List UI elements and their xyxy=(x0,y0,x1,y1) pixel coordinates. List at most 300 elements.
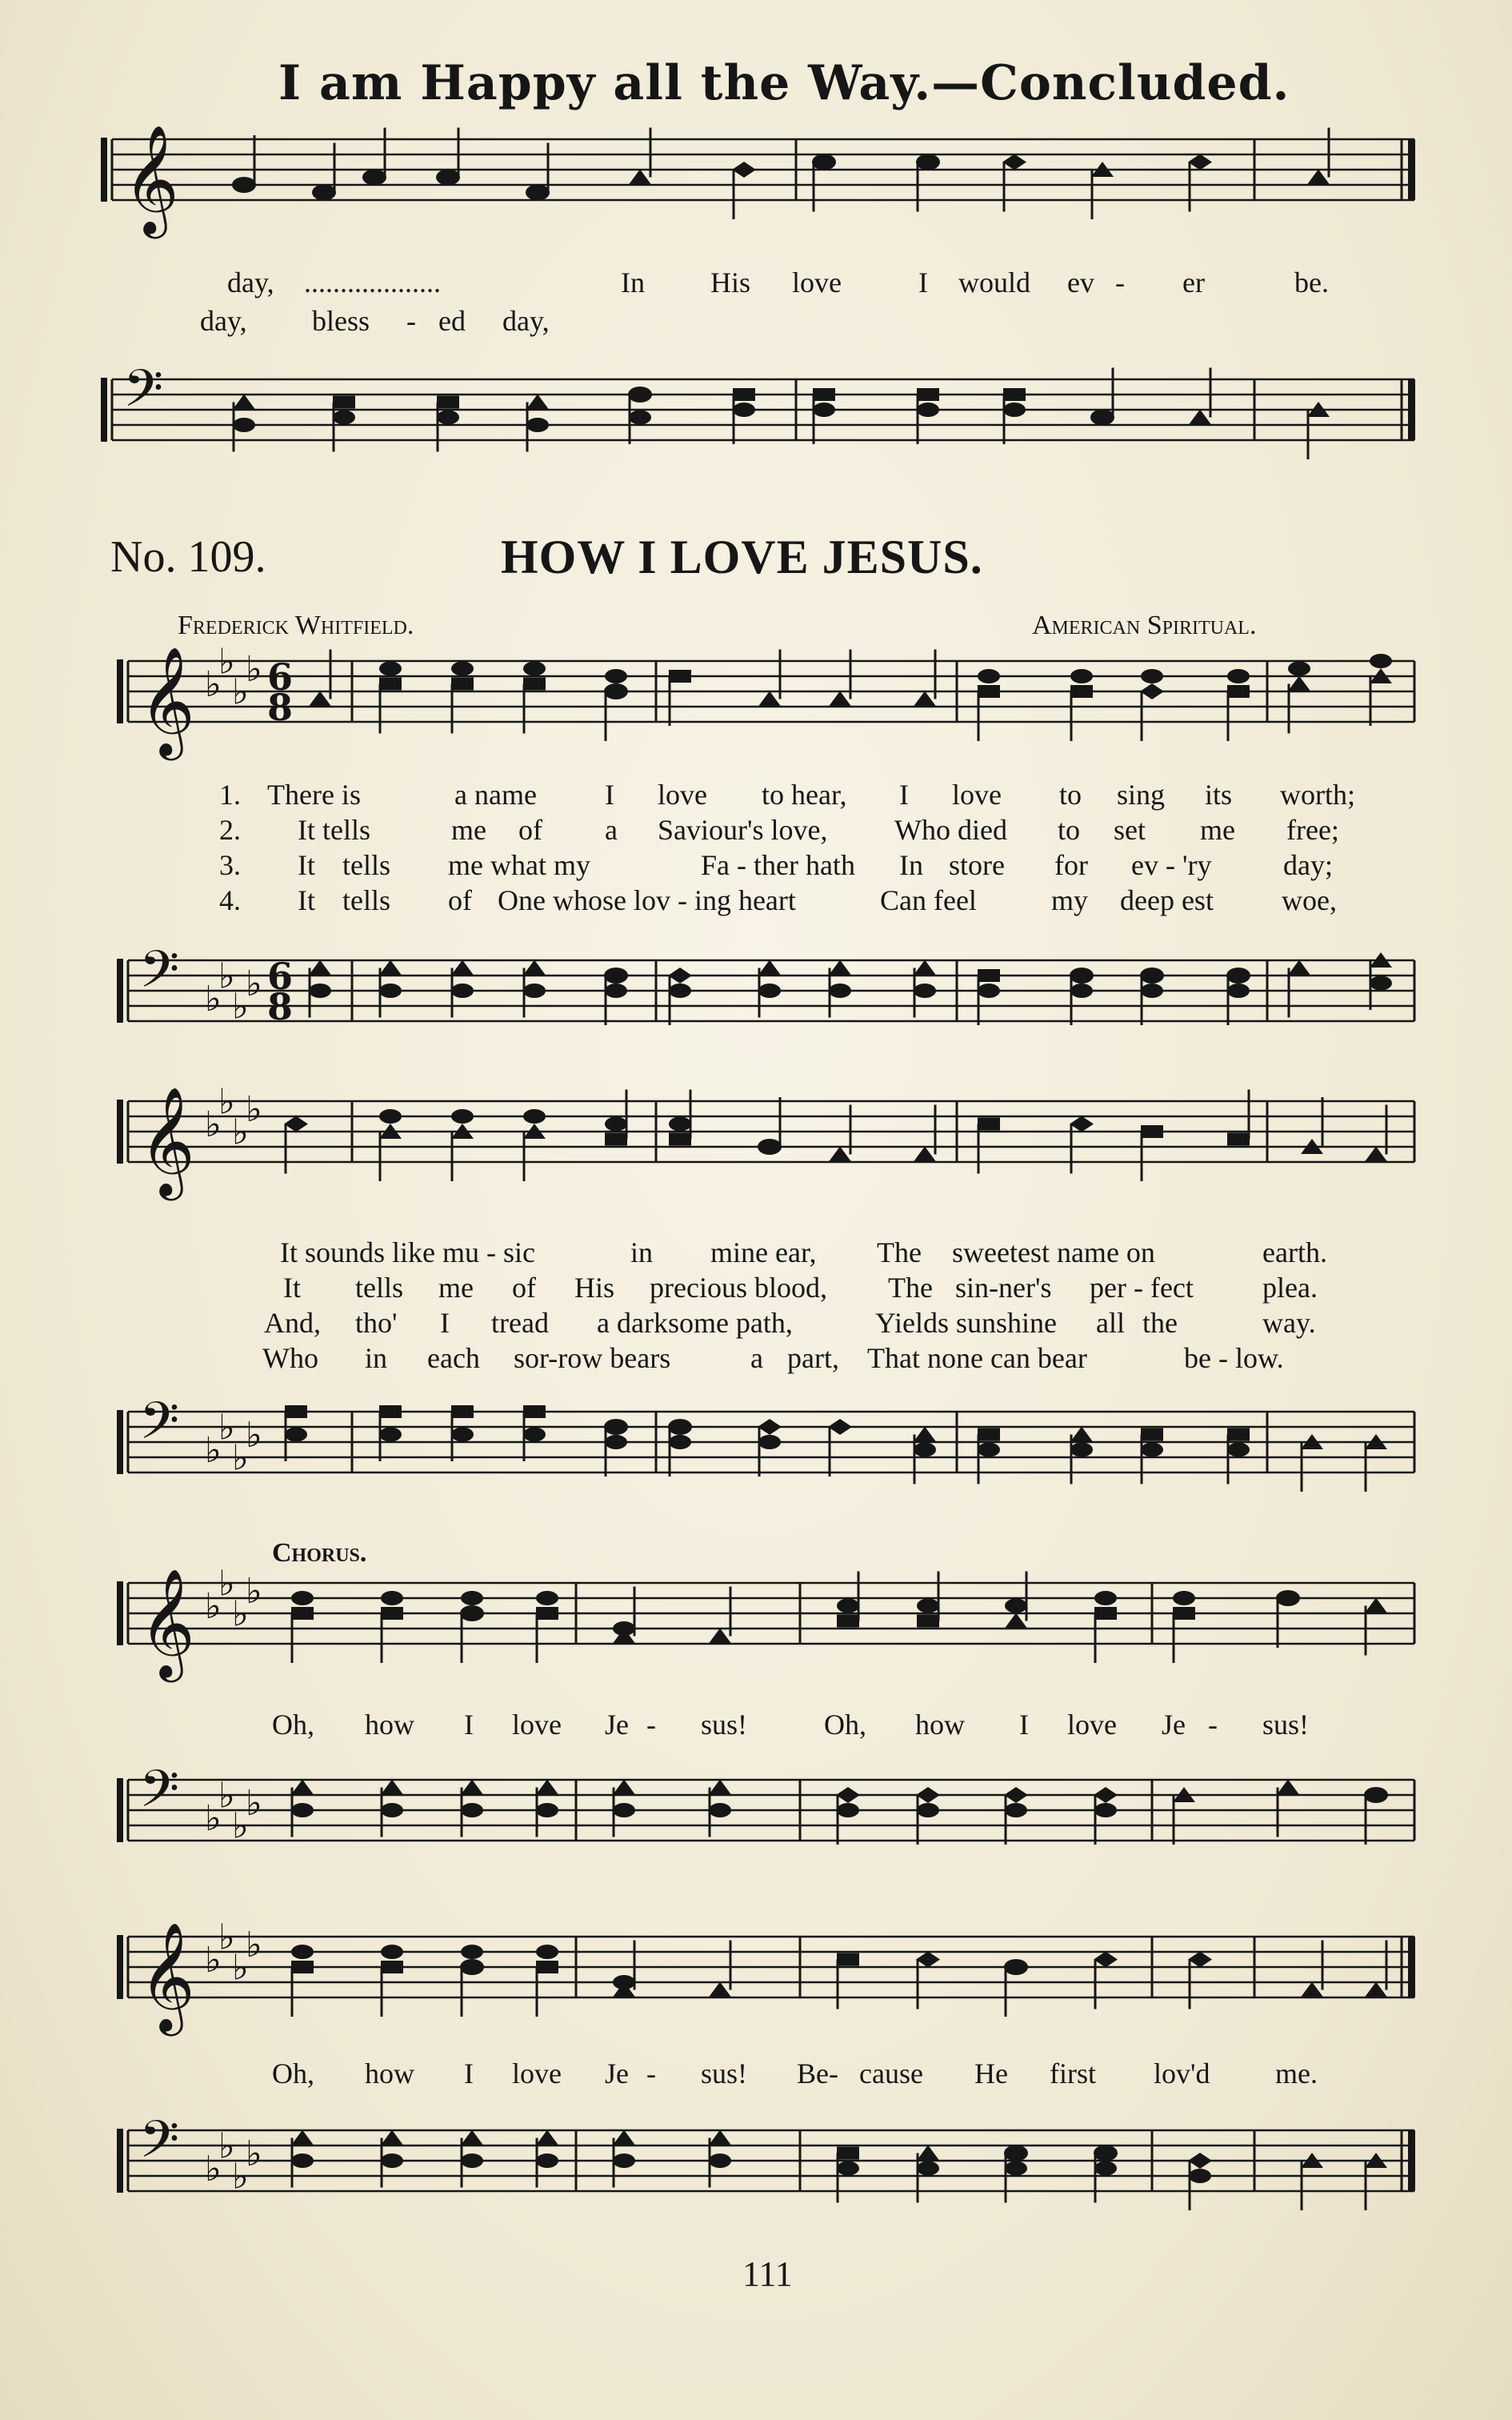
lyric: - xyxy=(1115,266,1125,298)
system-bracket xyxy=(117,1935,123,1999)
note-head xyxy=(1227,669,1250,683)
note-head xyxy=(978,669,1000,683)
lyric: Fa - ther hath xyxy=(701,849,855,881)
note-head xyxy=(709,1780,731,1795)
lyric: day, xyxy=(502,305,550,337)
note-head xyxy=(1189,2169,1211,2183)
lyric: me what my xyxy=(448,849,590,881)
verse-1-line-b xyxy=(0,1236,1512,1271)
note-head xyxy=(451,662,474,676)
note-head xyxy=(451,984,474,998)
lyric: I xyxy=(605,779,614,811)
note-head xyxy=(1003,388,1026,401)
note-head xyxy=(536,1780,558,1795)
verse-4-line-a xyxy=(0,883,1512,919)
final-barline xyxy=(1408,379,1415,440)
lyricist-credit: Frederick Whitfield. xyxy=(178,611,414,640)
lyric: a xyxy=(605,814,618,846)
note-head xyxy=(1094,1607,1117,1620)
note-head xyxy=(1370,654,1392,668)
note-head xyxy=(1173,1607,1195,1620)
lyric: Be- xyxy=(797,2057,838,2089)
system2-bass-staff xyxy=(0,1376,1512,1537)
note-head xyxy=(1227,1443,1250,1457)
lyric: I xyxy=(464,1709,474,1741)
time-signature-numerator: 6 xyxy=(267,655,294,699)
lyric: part, xyxy=(787,1342,839,1374)
note-head xyxy=(978,984,1000,998)
note-head xyxy=(917,403,939,417)
song-number: No. 109. xyxy=(110,532,266,582)
final-barline xyxy=(1408,2130,1415,2191)
lyric: sweetest name on xyxy=(952,1236,1155,1268)
flat-sign-icon: ♭ xyxy=(232,1593,249,1635)
bass-clef-icon: 𝄢 xyxy=(139,1392,180,1464)
flat-sign-icon: ♭ xyxy=(218,1775,235,1817)
note-head xyxy=(1189,410,1211,425)
flat-sign-icon: ♭ xyxy=(246,964,262,1004)
note-head xyxy=(813,388,835,401)
lyric: His xyxy=(574,1272,615,1304)
note-head xyxy=(1188,154,1212,170)
note-head xyxy=(837,1803,859,1817)
note-head xyxy=(526,395,549,410)
note-head xyxy=(1070,1443,1093,1457)
system2-treble-staff xyxy=(0,1056,1512,1248)
note-head xyxy=(917,2146,939,2161)
note-head xyxy=(536,2154,558,2168)
note-head xyxy=(536,1945,558,1959)
note-head xyxy=(536,1803,558,1817)
note-head xyxy=(379,960,402,976)
lyric: would xyxy=(958,266,1030,298)
note-head xyxy=(523,960,546,976)
lyric: be. xyxy=(1294,266,1329,298)
note-head xyxy=(1140,683,1164,699)
note-head xyxy=(526,185,550,201)
note-head xyxy=(604,683,628,699)
note-head xyxy=(1141,1428,1163,1441)
note-head xyxy=(1227,984,1250,998)
lyric: me xyxy=(438,1272,474,1304)
lyric: I xyxy=(899,779,909,811)
note-head xyxy=(1094,2146,1118,2162)
note-head xyxy=(451,1428,474,1442)
lyric: That none can bear xyxy=(867,1342,1087,1374)
note-head xyxy=(285,1405,307,1418)
flat-sign-icon: ♭ xyxy=(205,1104,222,1145)
lyric: how xyxy=(365,1709,414,1741)
note-head xyxy=(837,1953,859,1966)
lyric: love xyxy=(512,2057,562,2089)
note-head xyxy=(291,1803,314,1817)
note-head xyxy=(523,1428,546,1442)
lyric: - xyxy=(646,2057,656,2089)
verse-number: 4. xyxy=(219,884,241,916)
lyric: I xyxy=(464,2057,474,2089)
note-head xyxy=(309,691,331,707)
note-head xyxy=(829,960,851,976)
lyric: deep est xyxy=(1120,884,1214,916)
treble-clef-icon: 𝄞 xyxy=(123,123,179,234)
note-head xyxy=(379,1109,402,1124)
note-head xyxy=(451,960,474,976)
final-barline xyxy=(1408,139,1415,200)
lyric: me xyxy=(451,814,486,846)
note-head xyxy=(668,968,692,984)
flat-sign-icon: ♭ xyxy=(205,664,222,705)
note-head xyxy=(837,2147,859,2160)
top-lyric-line-2 xyxy=(0,304,1512,339)
flat-sign-icon: ♭ xyxy=(232,1947,249,1989)
lyric: It xyxy=(298,884,315,916)
note-head xyxy=(381,1591,403,1605)
chorus2-bass-staff xyxy=(0,2097,1512,2257)
note-head xyxy=(379,678,402,691)
note-head xyxy=(333,396,355,409)
flat-sign-icon: ♭ xyxy=(246,1925,262,1965)
note-head xyxy=(629,170,651,185)
note-head xyxy=(914,1427,936,1442)
note-head xyxy=(523,662,546,676)
chorus1-treble-staff xyxy=(0,1561,1512,1713)
lyric: Oh, xyxy=(272,1709,314,1741)
note-head xyxy=(381,1803,403,1817)
flat-sign-icon: ♭ xyxy=(232,986,249,1028)
note-head xyxy=(732,162,756,178)
note-head xyxy=(914,691,936,707)
note-head xyxy=(526,418,549,432)
note-head xyxy=(916,1952,940,1968)
composer-credit: American Spiritual. xyxy=(1032,611,1257,640)
flat-sign-icon: ♭ xyxy=(205,1798,222,1839)
lyric: One whose lov - ing heart xyxy=(498,884,796,916)
note-head xyxy=(379,1405,402,1418)
lyric: a darksome path, xyxy=(597,1307,793,1339)
lyric: for xyxy=(1054,849,1088,881)
lyric: I xyxy=(440,1307,450,1339)
lyric: ev xyxy=(1067,266,1094,298)
note-head xyxy=(461,1945,483,1959)
flat-sign-icon: ♭ xyxy=(218,1081,235,1123)
note-head xyxy=(233,395,255,410)
lyric: love xyxy=(512,1709,562,1741)
flat-sign-icon: ♭ xyxy=(232,1437,249,1479)
lyric: Je xyxy=(605,2057,629,2089)
lyric: Oh, xyxy=(824,1709,866,1741)
lyric: how xyxy=(365,2057,414,2089)
note-head xyxy=(379,984,402,998)
lyric: day, xyxy=(227,266,274,298)
note-head xyxy=(291,1607,314,1620)
note-head xyxy=(1365,1982,1387,1997)
lyric: me. xyxy=(1275,2057,1318,2089)
lyric: in xyxy=(630,1236,654,1268)
top-bass-staff xyxy=(0,352,1512,480)
flat-sign-icon: ♭ xyxy=(246,2134,262,2174)
note-head xyxy=(461,2154,483,2168)
note-head xyxy=(1004,1787,1028,1803)
note-head xyxy=(461,1591,483,1605)
note-head xyxy=(1090,410,1114,426)
lyric: I xyxy=(918,266,928,298)
note-head xyxy=(451,1109,474,1124)
lyric: It xyxy=(298,849,315,881)
bass-clef-icon: 𝄢 xyxy=(139,1760,180,1832)
lyric: ................... xyxy=(304,266,441,298)
note-head xyxy=(1005,2162,1027,2176)
note-head xyxy=(829,1147,851,1162)
lyric: Who xyxy=(262,1342,318,1374)
note-head xyxy=(1173,1591,1195,1605)
lyric: to hear, xyxy=(762,779,847,811)
note-head xyxy=(1188,2153,1212,2169)
note-head xyxy=(1141,984,1163,998)
note-head xyxy=(291,1591,314,1605)
note-head xyxy=(1094,1591,1117,1605)
system-bracket xyxy=(117,959,123,1023)
note-head xyxy=(460,1959,484,1975)
lyric: first xyxy=(1050,2057,1096,2089)
note-head xyxy=(523,1109,546,1124)
lyric: mine ear, xyxy=(710,1236,817,1268)
top-treble-staff xyxy=(0,120,1512,264)
top-lyric-line-1 xyxy=(0,266,1512,301)
lyric: sin-ner's xyxy=(955,1272,1052,1304)
note-head xyxy=(668,1419,692,1435)
lyric: woe, xyxy=(1282,884,1337,916)
note-head xyxy=(914,1147,936,1162)
flat-sign-icon: ♭ xyxy=(246,1089,262,1130)
lyric: Yields sunshine xyxy=(875,1307,1058,1339)
lyric: tho' xyxy=(355,1307,398,1339)
note-head xyxy=(917,1599,939,1613)
lyric: Saviour's love, xyxy=(658,814,828,846)
note-head xyxy=(291,2130,314,2146)
lyric: of xyxy=(512,1272,536,1304)
note-head xyxy=(1227,1428,1250,1441)
lyric: er xyxy=(1182,266,1205,298)
chorus-line-2 xyxy=(0,2057,1512,2092)
lyric: love xyxy=(952,779,1002,811)
lyric: me xyxy=(1200,814,1235,846)
lyric: all xyxy=(1096,1307,1125,1339)
note-head xyxy=(629,411,651,425)
note-head xyxy=(284,1116,308,1132)
bass-clef-icon: 𝄢 xyxy=(139,2110,180,2182)
note-head xyxy=(669,1435,691,1449)
lyric: per - fect xyxy=(1090,1272,1194,1304)
lyric: store xyxy=(949,849,1005,881)
flat-sign-icon: ♭ xyxy=(218,956,235,997)
note-head xyxy=(758,1139,782,1155)
note-head xyxy=(1226,968,1250,984)
verse-number: 2. xyxy=(219,814,241,846)
lyric: sus! xyxy=(701,1709,748,1741)
lyric: a name xyxy=(454,779,537,811)
note-head xyxy=(758,1419,782,1435)
note-head xyxy=(604,1419,628,1435)
note-head xyxy=(733,388,755,401)
flat-sign-icon: ♭ xyxy=(218,1917,235,1958)
note-head xyxy=(1364,1787,1388,1803)
chorus2-treble-staff xyxy=(0,1913,1512,2065)
note-head xyxy=(917,2162,939,2176)
note-head xyxy=(1227,685,1250,698)
note-head xyxy=(837,1599,859,1613)
note-head xyxy=(709,1803,731,1817)
note-head xyxy=(605,1435,627,1449)
note-head xyxy=(1070,685,1093,698)
system-bracket xyxy=(117,2129,123,2193)
note-head xyxy=(381,1607,403,1620)
note-head xyxy=(1288,676,1310,691)
verse-number: 3. xyxy=(219,849,241,881)
note-head xyxy=(758,691,781,707)
note-head xyxy=(917,1803,939,1817)
note-head xyxy=(758,960,781,976)
lyric: earth. xyxy=(1262,1236,1327,1268)
lyric: day; xyxy=(1283,849,1333,881)
note-head xyxy=(1140,968,1164,984)
lyric: Who died xyxy=(894,814,1007,846)
note-head xyxy=(536,1591,558,1605)
note-head xyxy=(1307,170,1330,185)
note-head xyxy=(1003,403,1026,417)
lyric: worth; xyxy=(1280,779,1355,811)
note-head xyxy=(613,1975,635,1989)
lyric: The xyxy=(888,1272,933,1304)
chorus1-bass-staff xyxy=(0,1745,1512,1905)
note-head xyxy=(437,411,459,425)
flat-sign-icon: ♭ xyxy=(205,1940,222,1981)
note-head xyxy=(709,2130,731,2146)
note-head xyxy=(1005,1599,1027,1613)
lyric: sor-row bears xyxy=(514,1342,671,1374)
note-head xyxy=(436,170,460,186)
lyric: He xyxy=(974,2057,1008,2089)
lyric: And, xyxy=(264,1307,321,1339)
page-number: 111 xyxy=(742,2254,793,2294)
treble-clef-icon: 𝄞 xyxy=(139,1567,195,1677)
note-head xyxy=(451,678,474,691)
treble-clef-icon: 𝄞 xyxy=(139,1921,195,2031)
note-head xyxy=(1227,1133,1250,1146)
final-barline xyxy=(1408,1937,1415,1997)
lyric: - xyxy=(406,305,416,337)
note-head xyxy=(379,662,402,676)
bass-clef-icon: 𝄢 xyxy=(123,359,164,431)
note-head xyxy=(709,2154,731,2168)
lyric: It tells xyxy=(298,814,370,846)
lyric: set xyxy=(1114,814,1146,846)
lyric: Je xyxy=(605,1709,629,1741)
verse-number: 1. xyxy=(219,779,241,811)
lyric: In xyxy=(899,849,923,881)
system-bracket xyxy=(117,1581,123,1645)
note-head xyxy=(758,1435,781,1449)
flat-sign-icon: ♭ xyxy=(205,979,222,1020)
note-head xyxy=(613,1780,635,1795)
lyric: precious blood, xyxy=(650,1272,827,1304)
lyric: Can feel xyxy=(880,884,977,916)
note-head xyxy=(812,154,836,170)
time-signature-denominator: 8 xyxy=(267,985,294,1028)
note-head xyxy=(1094,1803,1117,1817)
note-head xyxy=(733,403,755,417)
note-head xyxy=(837,2162,859,2176)
note-head xyxy=(917,388,939,401)
lyric: It sounds like mu - sic xyxy=(280,1236,535,1268)
system-bracket xyxy=(101,378,107,442)
note-head xyxy=(536,2130,558,2146)
note-head xyxy=(461,1780,483,1795)
note-head xyxy=(1070,1427,1093,1442)
verse-4-line-b xyxy=(0,1341,1512,1376)
note-head xyxy=(613,2130,635,2146)
lyric: each xyxy=(427,1342,480,1374)
lyric: love xyxy=(658,779,707,811)
note-head xyxy=(604,968,628,984)
lyric: It xyxy=(283,1272,301,1304)
note-head xyxy=(536,1607,558,1620)
note-head xyxy=(1370,976,1392,991)
note-head xyxy=(461,2130,483,2146)
note-head xyxy=(1004,1959,1028,1975)
note-head xyxy=(828,1419,852,1435)
system1-treble-staff xyxy=(0,640,1512,784)
system-bracket xyxy=(117,659,123,723)
lyric: Je xyxy=(1162,1709,1186,1741)
lyric: I xyxy=(1019,1709,1029,1741)
note-head xyxy=(1070,984,1093,998)
note-head xyxy=(813,403,835,417)
lyric: its xyxy=(1205,779,1233,811)
note-head xyxy=(1277,1780,1299,1795)
note-head xyxy=(381,1945,403,1959)
time-signature-denominator: 8 xyxy=(267,686,294,729)
note-head xyxy=(914,960,936,976)
note-head xyxy=(1365,1147,1387,1162)
lyric: cause xyxy=(859,2057,923,2089)
note-head xyxy=(291,1780,314,1795)
note-head xyxy=(1005,1803,1027,1817)
lyric: free; xyxy=(1286,814,1339,846)
note-head xyxy=(1094,1952,1118,1968)
note-head xyxy=(605,984,627,998)
note-head xyxy=(312,185,336,201)
flat-sign-icon: ♭ xyxy=(246,1571,262,1612)
lyric: ev - 'ry xyxy=(1131,849,1212,881)
note-head xyxy=(669,984,691,998)
system-bracket xyxy=(117,1100,123,1164)
flat-sign-icon: ♭ xyxy=(246,1415,262,1456)
note-head xyxy=(1070,1116,1094,1132)
note-head xyxy=(291,1945,314,1959)
lyric: - xyxy=(1208,1709,1218,1741)
note-head xyxy=(309,984,331,998)
lyric: to xyxy=(1058,814,1081,846)
note-head xyxy=(460,1605,484,1621)
note-head xyxy=(628,387,652,403)
note-head xyxy=(1141,669,1163,683)
note-head xyxy=(605,1133,627,1146)
note-head xyxy=(1301,1982,1323,1997)
lyric: to xyxy=(1059,779,1082,811)
note-head xyxy=(978,1118,1000,1131)
note-head xyxy=(461,1803,483,1817)
note-head xyxy=(291,1961,314,1973)
